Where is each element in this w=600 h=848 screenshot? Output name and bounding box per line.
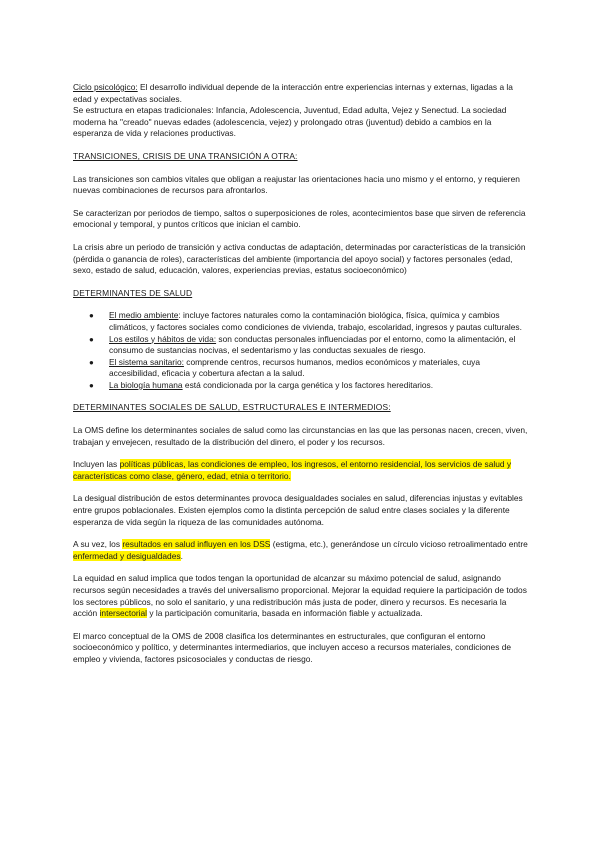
sociales-p6: El marco conceptual de la OMS de 2008 clasifica los determinantes en estructurales, que configuran el entorno socioeconómico y político, y determinantes intermediarios, que incluyen acceso a recursos materiales, condiciones de empleo y vivienda, factores psicosociales y conductas de riesgo. xyxy=(73,630,512,664)
sociales-p5 xyxy=(73,573,528,619)
item-sep: : xyxy=(178,310,184,321)
p4-a: A su vez, los xyxy=(73,539,123,550)
sociales-p4 xyxy=(73,539,528,562)
heading-transiciones: TRANSICIONES, CRISIS DE UNA TRANSICIÓN A OTRA: xyxy=(73,150,298,161)
highlight-enfermedad: enfermedad y desigualdades xyxy=(73,550,181,561)
item-text: está condicionada por la carga genética y los factores hereditarios. xyxy=(184,379,434,390)
item-label: El medio ambiente xyxy=(109,310,179,321)
p5-a: La equidad en salud implica que todos tengan la oportunidad de alcanzar su máximo potencial de salud, asignando recursos según necesidades a través del universalismo proporcional. Mejorar la equidad requiere la participación de todos los sectores públicos, no solo el sanitario, y una redistribución más justa de poder, dinero y recursos. Es necesaria la acción xyxy=(73,573,527,619)
p2-pre: Incluyen las xyxy=(73,459,120,470)
ciclo-paragraph xyxy=(73,82,528,105)
bullet-icon: ● xyxy=(89,380,94,390)
heading-determinantes: DETERMINANTES DE SALUD xyxy=(73,287,193,298)
list-item xyxy=(73,334,528,357)
highlight-politicas: políticas públicas, las condiciones de empleo, los ingresos, el entorno residencial, los servicios de salud y características como clase, género, edad, etnia o territorio. xyxy=(73,459,512,481)
highlight-intersectorial: intersectorial xyxy=(99,608,148,619)
item-text: incluye factores naturales como la contaminación biológica, física, química y cambios climáticos, y factores sociales como condiciones de vivienda, trabajo, escolaridad, ingresos y pautas culturales. xyxy=(109,310,522,332)
transiciones-p1: Las transiciones son cambios vitales que obligan a reajustar las orientaciones hacia uno mismo y el entorno, y requieren nuevas combinaciones de recursos para afrontarlos. xyxy=(73,173,520,196)
sociales-p2 xyxy=(73,459,528,482)
p4-b: (estigma, etc.), generándose un círculo vicioso retroalimentado entre xyxy=(270,539,528,550)
highlight-resultados: resultados en salud influyen en los DSS xyxy=(122,539,271,550)
bullet-icon: ● xyxy=(89,311,94,321)
p5-b: y la participación comunitaria, basada en información fiable y actualizada. xyxy=(147,608,423,619)
list-item xyxy=(73,357,528,380)
transiciones-p3: La crisis abre un periodo de transición y activa conductas de adaptación, determinadas por características de la transición (pérdida o ganancia de roles), características del ambiente (importancia del apoyo social) y factores personales (edad, sexo, estado de salud, educación, valores, experiencias previas, estatus socioeconómico) xyxy=(73,241,526,276)
document-page xyxy=(73,82,528,666)
bullet-icon: ● xyxy=(89,357,94,367)
item-label: El sistema sanitario: xyxy=(109,356,184,367)
p4-c: . xyxy=(180,550,183,561)
transiciones-p2: Se caracterizan por periodos de tiempo, saltos o superposiciones de roles, acontecimientos base que sirven de referencia emocional y temporal, y puntos críticos que inician el cambio. xyxy=(73,207,526,230)
bullet-icon: ● xyxy=(89,334,94,344)
item-text: son conductas personales influenciadas por el entorno, como la alimentación, el consumo de sustancias nocivas, el sedentarismo y las conductas sexuales de riesgo. xyxy=(109,333,516,356)
item-text: comprende centros, recursos humanos, medios económicos y materiales, cuya accesibilidad, eficacia y cobertura afectan a la salud. xyxy=(109,356,480,379)
ciclo-etapas: Se estructura en etapas tradicionales: Infancia, Adolescencia, Juventud, Edad adulta, Vejez y Senectud. La sociedad moderna ha "creado" nuevas edades (adolescencia, vejez) y prolongado otras (juventud) debido a cambios en la esperanza de vida y relaciones productivas. xyxy=(73,105,507,139)
list-item xyxy=(73,380,528,392)
ciclo-label: Ciclo psicológico: xyxy=(73,82,138,92)
ciclo-text: El desarrollo individual depende de la interacción entre experiencias internas y externas, ligadas a la edad y expectativas sociales. xyxy=(73,82,513,104)
list-item xyxy=(73,310,528,333)
sociales-p3: La desigual distribución de estos determinantes provoca desigualdades sociales en salud, diferencias injustas y evitables entre grupos poblacionales. Existen ejemplos como la distinta percepción de salud entre clases sociales y la diferente esperanza de vida según la riqueza de las comunidades autónoma. xyxy=(73,493,523,527)
item-label: La biología humana xyxy=(109,379,183,390)
heading-sociales: DETERMINANTES SOCIALES DE SALUD, ESTRUCTURALES E INTERMEDIOS: xyxy=(73,402,391,413)
sociales-p1: La OMS define los determinantes sociales de salud como las circunstancias en las que las personas nacen, crecen, viven, trabajan y envejecen, resultado de la distribución del dinero, el poder y los recursos. xyxy=(73,425,528,447)
determinantes-list xyxy=(73,310,528,391)
item-label: Los estilos y hábitos de vida: xyxy=(109,333,217,344)
